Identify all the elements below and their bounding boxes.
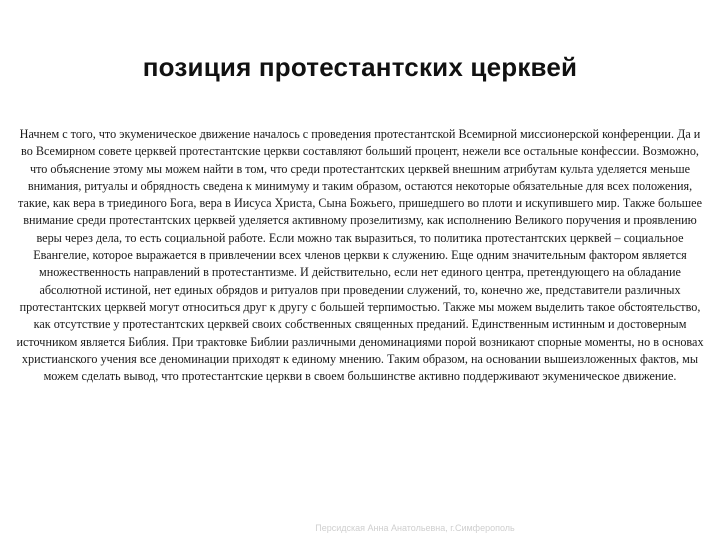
slide-footer: Персидская Анна Анатольевна, г.Симферополь xyxy=(315,523,515,533)
slide-body-text: Начнем с того, что экуменическое движение началось с проведения протестантской Всемирной миссионерской конференции. Да и во Всемирном совете церквей протестантские церкви составляют больший процент, нежели все остальные конфессии. Возможно, что объяснение этому мы можем найти в том, что среди протестантских церквей внешним атрибутам культа уделяется меньше внимания, ритуалы и обрядность сведена к минимуму и таким образом, остаются некоторые обязательные для всех положения, такие, как вера в триединого Бога, вера в Иисуса Христа, Сына Божьего, пришедшего во плоти и искупившего мир. Также большее внимание среди протестантских церквей уделяется активному прозелитизму, как исполнению Великого поручения и проявлению веры через дела, то есть социальной работе. Если можно так выразиться, то политика протестантских церквей – социальное Евангелие, которое выражается в привлечении всех членов церкви к служению. Еще одним значительным фактором является множественность направлений в протестантизме. И действительно, если нет единого центра, претендующего на обладание абсолютной истиной, нет единых обрядов и ритуалов при проведении служений, то, конечно же, представители различных протестантских церквей могут относиться друг к другу с большей терпимостью. Также мы можем выделить такое обстоятельство, как отсутствие у протестантских церквей своих собственных священных преданий. Единственным истинным и достоверным источником является Библия. При трактовке Библии различными деноминациями порой возникают спорные моменты, но в основах христианского учения все деноминации приходят к единому мнению. Таким образом, на основании вышеизложенных фактов, мы можем сделать вывод, что протестантские церкви в своем большинстве активно поддерживают экуменическое движение. xyxy=(16,127,704,384)
slide-title: позиция протестантских церквей xyxy=(142,52,578,82)
